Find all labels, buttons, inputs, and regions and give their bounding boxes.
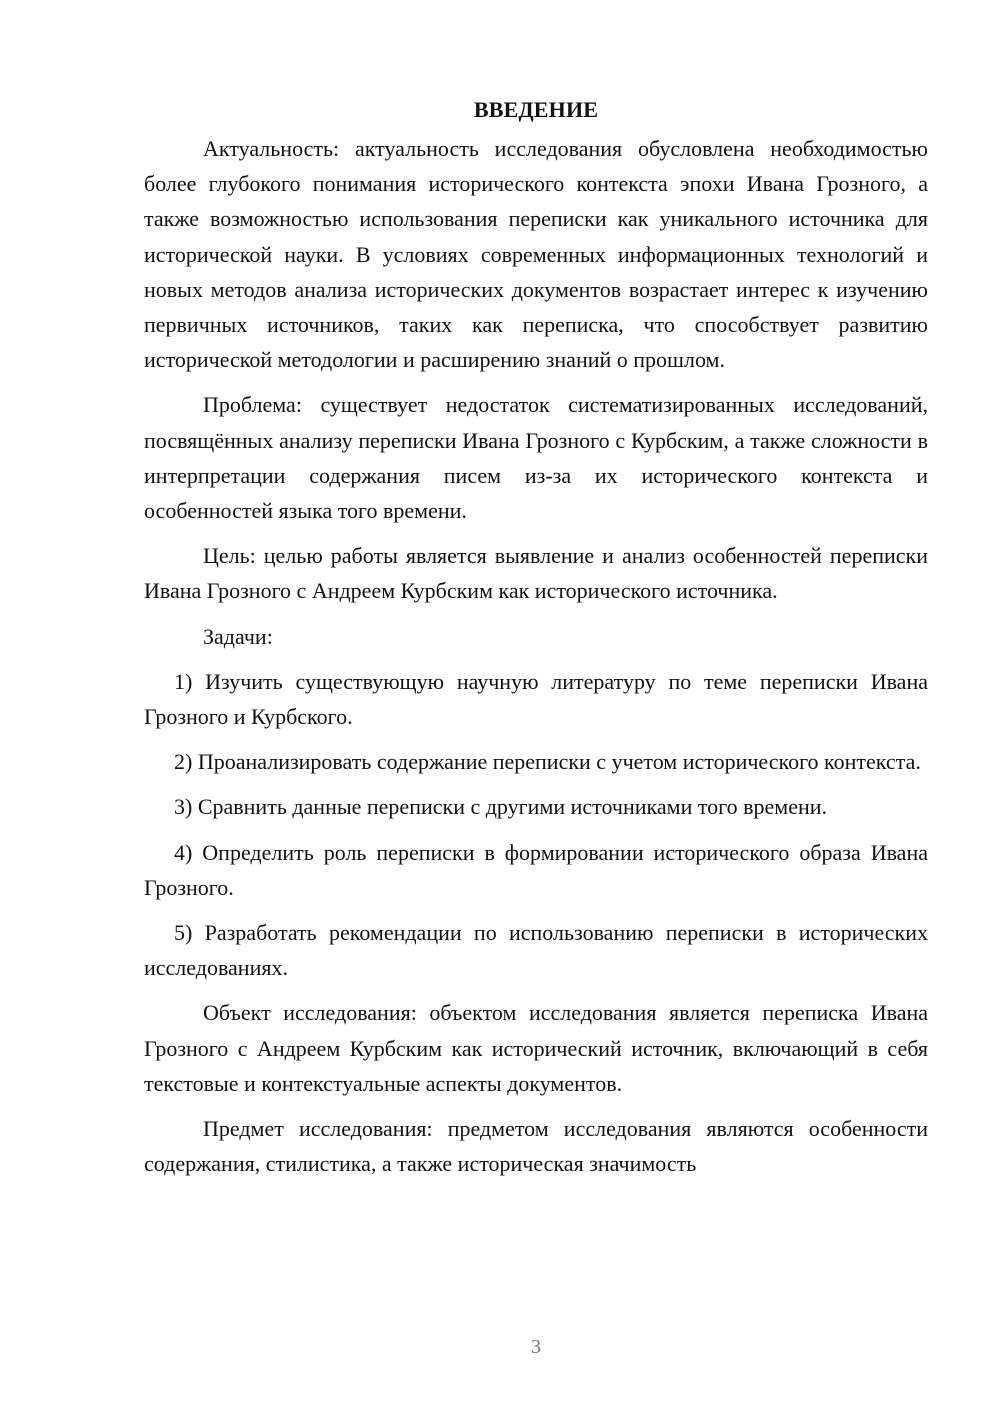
task-item-5: 5) Разработать рекомендации по использованию переписки в исторических исследованиях. [144, 920, 928, 981]
paragraph-subject: Предмет исследования: предметом исследования являются особенности содержания, стилистика, а также историческая значимость [144, 1116, 928, 1177]
page-title: ВВЕДЕНИЕ [473, 97, 599, 122]
paragraph-problem: Проблема: существует недостаток систематизированных исследований, посвящённых анализу переписки Ивана Грозного с Курбским, а также сложности в интерпретации содержания писем из-за их исторического контекста и особенностей языка того времени. [144, 392, 928, 524]
task-item-4: 4) Определить роль переписки в формировании исторического образа Ивана Грозного. [144, 839, 928, 900]
paragraph-tasks-heading: Задачи: [203, 623, 273, 649]
paragraph-object: Объект исследования: объектом исследования является переписка Ивана Грозного с Андреем Курбским как исторический источник, включающий в себя текстовые и контекстуальные аспекты документов. [144, 1000, 928, 1096]
paragraph-relevance: Актуальность: актуальность исследования обусловлена необходимостью более глубокого понимания исторического контекста эпохи Ивана Грозного, а также возможностью использования переписки как уникального источника для исторической науки. В условиях современных информационных технологий и новых методов анализа исторических документов возрастает интерес к изучению первичных источников, таких как переписка, что способствует развитию исторической методологии и расширению знаний о прошлом. [144, 136, 928, 373]
task-item-3: 3) Сравнить данные переписки с другими источниками того времени. [174, 794, 828, 820]
paragraph-goal: Цель: целью работы является выявление и анализ особенностей переписки Ивана Грозного с Андреем Курбским как исторического источника. [144, 543, 928, 604]
document-body [144, 92, 928, 1191]
page-number: 3 [531, 1336, 541, 1358]
task-item-1: 1) Изучить существующую научную литературу по теме переписки Ивана Грозного и Курбского. [144, 668, 928, 730]
task-item-2: 2) Проанализировать содержание переписки с учетом исторического контекста. [174, 749, 921, 775]
